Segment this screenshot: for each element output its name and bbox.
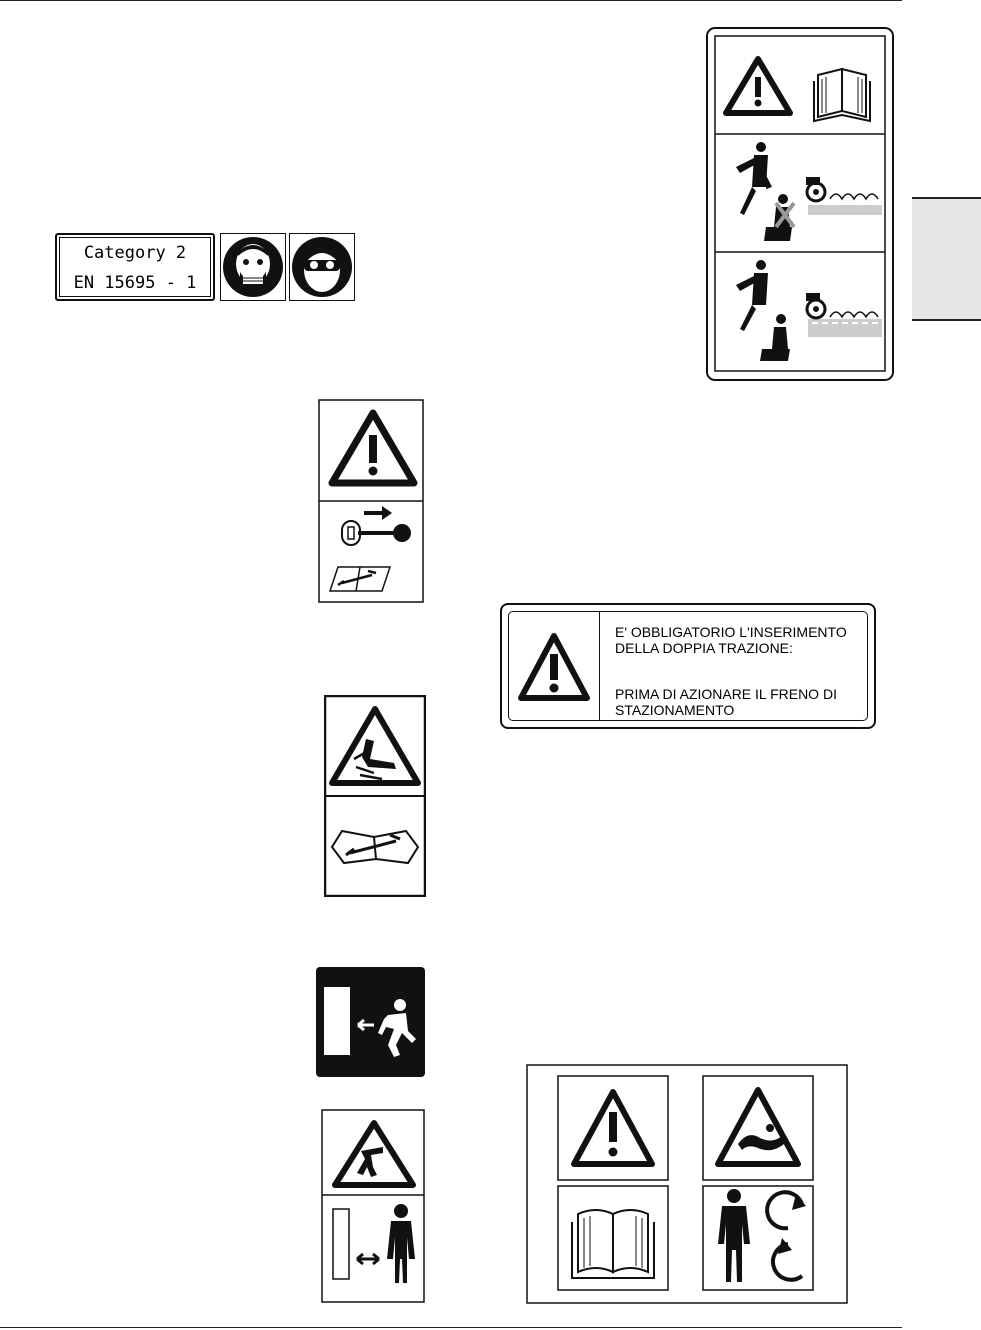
crush-hazard-sign bbox=[324, 695, 426, 897]
warning-triangle-icon bbox=[517, 626, 591, 710]
rotating-parts-sign bbox=[526, 1064, 848, 1304]
respirator-mask-icon bbox=[220, 233, 286, 301]
notice-line-3: PRIMA DI AZIONARE IL FRENO DI bbox=[615, 686, 837, 702]
standard-line: EN 15695 - 1 bbox=[73, 273, 197, 293]
top-rule bbox=[0, 0, 902, 1]
notice-line-1: E' OBBLIGATORIO L'INSERIMENTO bbox=[615, 624, 847, 640]
double-traction-notice bbox=[500, 603, 876, 729]
exit-sign bbox=[316, 967, 425, 1077]
notice-line-4: STAZIONAMENTO bbox=[615, 702, 735, 718]
safety-goggles-icon bbox=[289, 233, 355, 301]
category-line: Category 2 bbox=[83, 243, 187, 263]
safe-distance-sign bbox=[321, 1109, 425, 1303]
exit-icon bbox=[316, 967, 425, 1077]
category-label bbox=[55, 233, 215, 301]
chapter-tab bbox=[912, 197, 981, 321]
operator-passenger-sign bbox=[706, 27, 894, 381]
key-removal-sign bbox=[318, 399, 424, 603]
notice-line-2: DELLA DOPPIA TRAZIONE: bbox=[615, 640, 793, 656]
manual-book-icon bbox=[572, 1210, 654, 1278]
bottom-rule bbox=[0, 1327, 902, 1328]
